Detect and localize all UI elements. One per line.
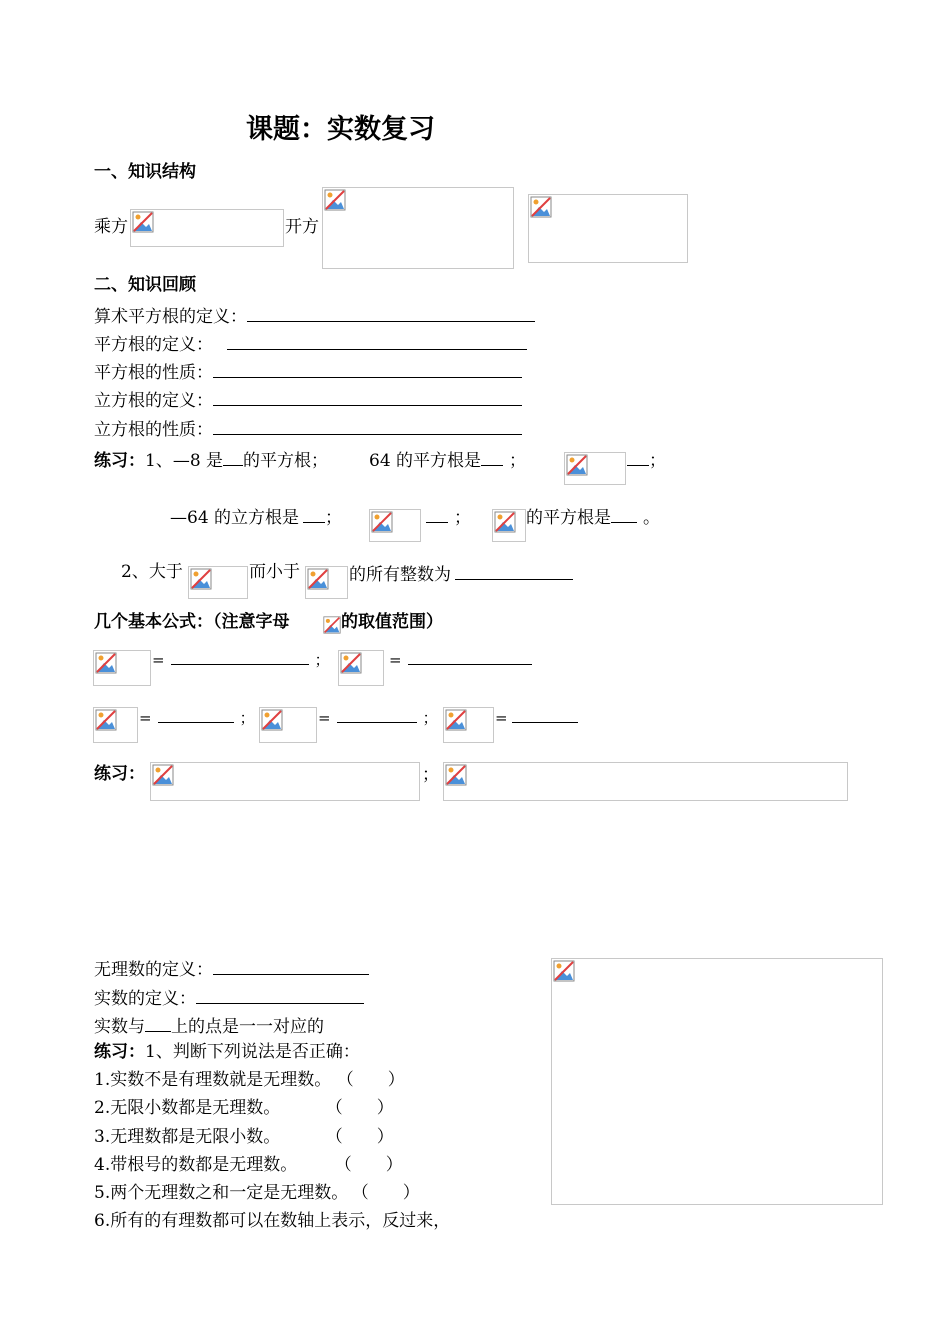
broken-image-icon (324, 189, 346, 211)
blank[interactable] (196, 985, 364, 1004)
practice-line (369, 447, 526, 472)
definition-line (94, 985, 364, 1010)
practice-text: 而小于 (249, 562, 300, 582)
practice-label: 练习： (94, 1042, 145, 1062)
judge-item (94, 1097, 394, 1119)
label-root: 开方 (285, 217, 319, 237)
formulas-heading: 几个基本公式：（注意字母 (94, 612, 290, 632)
text: ； (314, 651, 330, 669)
judge-item (94, 1069, 405, 1091)
blank[interactable] (213, 956, 369, 975)
text: = (389, 651, 402, 669)
image-placeholder (443, 762, 848, 801)
image-placeholder (338, 650, 384, 686)
practice-line (526, 504, 660, 529)
judge-item (94, 1154, 403, 1176)
text: ； (649, 451, 666, 471)
separator: ； (422, 765, 439, 785)
practice-line (627, 447, 666, 472)
answer-paren[interactable]: （ ） (334, 1127, 394, 1147)
text: 。 (643, 508, 660, 528)
definition-line (94, 416, 522, 441)
formula-line (139, 706, 255, 729)
blank[interactable] (455, 561, 573, 580)
formulas-heading-tail: 的取值范围） (341, 612, 443, 632)
practice-text: 2、大于 (121, 562, 183, 582)
image-placeholder (492, 509, 526, 542)
definition-label: 平方根的性质： (94, 363, 213, 383)
text: 的平方根是 (526, 508, 611, 528)
definition-line (94, 956, 369, 981)
image-placeholder (322, 187, 514, 269)
definition-line (94, 303, 535, 328)
definition-line (94, 359, 522, 384)
judge-item: 6.所有的有理数都可以在数轴上表示，反过来， (94, 1211, 451, 1231)
judge-item (94, 1126, 394, 1148)
broken-image-icon (261, 709, 283, 731)
text: ； (509, 451, 527, 471)
practice-label: 练习： (94, 764, 145, 784)
image-placeholder (150, 762, 420, 801)
broken-image-icon (307, 568, 329, 590)
answer-paren[interactable]: （ ） (343, 1155, 403, 1175)
text: 的所有整数为 (349, 565, 451, 585)
broken-image-icon (95, 652, 117, 674)
text: 2.无限小数都是无理数。 (94, 1098, 281, 1118)
judge-item (94, 1182, 420, 1204)
answer-paren[interactable]: （ ） (345, 1070, 405, 1090)
text: ； (325, 508, 343, 528)
image-placeholder (551, 958, 883, 1205)
practice-line (426, 504, 471, 529)
practice-line (94, 447, 328, 472)
broken-image-icon (132, 211, 154, 233)
text: 1.实数不是有理数就是无理数。 (94, 1070, 332, 1090)
practice-label: 练习： (94, 451, 145, 471)
correspondence-line (94, 1013, 324, 1038)
page-title: 课题：实数复习 (246, 114, 435, 145)
text: 4.带根号的数都是无理数。 (94, 1155, 298, 1175)
text: 实数与 (94, 1017, 145, 1037)
definition-label: 无理数的定义： (94, 960, 213, 980)
text: ； (239, 709, 255, 727)
blank[interactable] (627, 447, 649, 466)
definition-label: 平方根的定义： (94, 335, 213, 355)
broken-image-icon (323, 615, 341, 635)
text: = (318, 709, 331, 727)
image-placeholder (528, 194, 688, 263)
section-heading-review: 二、知识回顾 (94, 275, 196, 295)
practice-line (94, 1041, 360, 1063)
text: 3.无理数都是无限小数。 (94, 1127, 281, 1147)
definition-label: 立方根的性质： (94, 420, 213, 440)
blank[interactable] (426, 504, 448, 523)
image-placeholder (93, 650, 151, 686)
practice-line (170, 504, 342, 529)
image-placeholder (93, 707, 138, 743)
text: ； (454, 508, 471, 528)
blank[interactable] (145, 1013, 171, 1032)
blank[interactable] (213, 387, 522, 406)
practice-line (349, 561, 573, 586)
broken-image-icon (566, 454, 588, 476)
broken-image-icon (95, 709, 117, 731)
formula-line (389, 648, 532, 671)
broken-image-icon (530, 196, 552, 218)
blank[interactable] (247, 303, 535, 322)
text: ； (422, 709, 438, 727)
formula-line (152, 648, 330, 671)
text: = (495, 709, 508, 727)
blank[interactable] (227, 331, 527, 350)
text: 的平方根； (243, 451, 329, 471)
answer-paren[interactable]: （ ） (360, 1183, 420, 1203)
definition-label: 立方根的定义： (94, 391, 213, 411)
text: 64 的平方根是 (369, 451, 482, 471)
blank[interactable] (512, 706, 578, 723)
text: 5.两个无理数之和一定是无理数。 (94, 1183, 349, 1203)
text: = (152, 651, 165, 669)
label-power: 乘方 (94, 217, 128, 237)
broken-image-icon (190, 568, 212, 590)
text: —64 的立方根是 (170, 508, 300, 528)
blank[interactable] (171, 648, 309, 665)
image-placeholder (323, 615, 341, 636)
image-placeholder (369, 509, 421, 542)
image-placeholder (259, 707, 317, 743)
section-heading-structure: 一、知识结构 (94, 162, 196, 182)
formula-line (495, 706, 578, 729)
broken-image-icon (445, 709, 467, 731)
blank[interactable] (223, 447, 243, 466)
blank[interactable] (213, 416, 522, 435)
broken-image-icon (494, 511, 516, 533)
blank[interactable] (213, 359, 522, 378)
definition-label: 算术平方根的定义： (94, 307, 247, 327)
broken-image-icon (553, 960, 575, 982)
answer-paren[interactable]: （ ） (334, 1098, 394, 1118)
image-placeholder (564, 452, 626, 485)
blank[interactable] (158, 706, 234, 723)
definition-line (94, 331, 527, 356)
formula-line (318, 706, 438, 729)
image-placeholder (305, 566, 348, 599)
text: 1、—8 是 (145, 451, 224, 471)
broken-image-icon (371, 511, 393, 533)
blank[interactable] (337, 706, 417, 723)
image-placeholder (130, 209, 284, 247)
text: = (139, 709, 152, 727)
broken-image-icon (340, 652, 362, 674)
image-placeholder (188, 566, 248, 599)
broken-image-icon (152, 764, 174, 786)
broken-image-icon (445, 764, 467, 786)
text: 上的点是一一对应的 (171, 1017, 324, 1037)
blank[interactable] (408, 648, 532, 665)
definition-label: 实数的定义： (94, 989, 196, 1009)
blank[interactable] (481, 447, 503, 466)
text: 1、判断下列说法是否正确： (145, 1042, 360, 1062)
blank[interactable] (611, 504, 637, 523)
image-placeholder (443, 707, 494, 743)
definition-line (94, 387, 522, 412)
blank[interactable] (303, 504, 325, 523)
